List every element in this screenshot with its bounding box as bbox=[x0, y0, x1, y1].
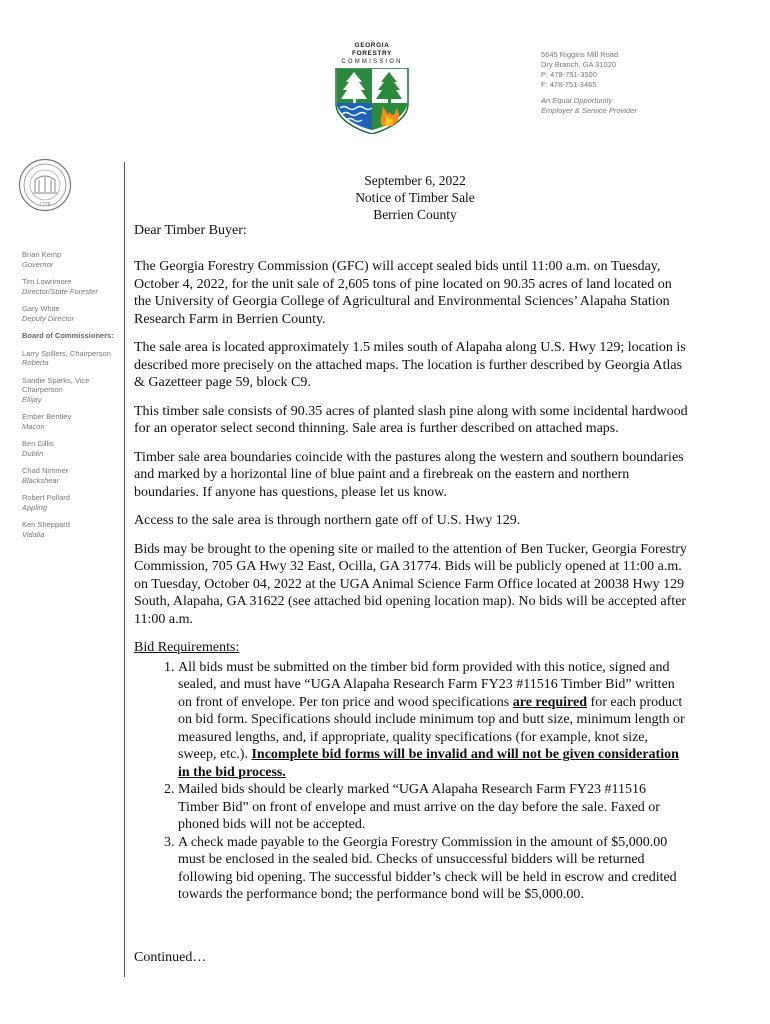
paragraph-access: Access to the sale area is through northern gate off of U.S. Hwy 129. bbox=[134, 513, 521, 528]
logo-subtitle: COMMISSION bbox=[341, 59, 403, 65]
commissioner-entry bbox=[22, 412, 122, 431]
commissioner-entry bbox=[22, 376, 122, 405]
seal-year: 1776 bbox=[39, 202, 51, 208]
commissioner-place: Macon bbox=[22, 421, 45, 431]
address-block bbox=[541, 50, 618, 90]
continued-note: Continued… bbox=[134, 950, 207, 965]
paragraph-description: This timber sale consists of 90.35 acres of planted slash pine along with some incidental hardwood for an operator select second thinning. Sale area is further described on attached maps. bbox=[134, 403, 688, 436]
official-name: Tim Lowrimore bbox=[22, 277, 72, 286]
commissioner-name: Robert Pollard bbox=[22, 493, 70, 502]
bid-requirements-list bbox=[134, 659, 688, 904]
commissioner-place: Roberta bbox=[22, 358, 49, 367]
commissioner-name: Ken Sheppard bbox=[22, 520, 70, 529]
letter-county: Berrien County bbox=[373, 207, 457, 222]
requirement-item: 2. Mailed bids should be clearly marked “UGA Alapaha Research Farm FY23 #11516 Timber Bid” on front of envelope and must arrive on the day before the sale. Faxed or phoned bids will not be accepted. bbox=[178, 781, 688, 834]
sidebar-divider bbox=[124, 162, 125, 977]
commissioner-place: Ellijay bbox=[22, 394, 42, 404]
board-heading: Board of Commissioners: bbox=[22, 331, 114, 340]
commissioner-entry bbox=[22, 466, 122, 485]
commissioner-name: Chad Nimmer bbox=[22, 466, 69, 475]
letter-date: September 6, 2022 bbox=[364, 173, 466, 188]
requirement-text: All bids must be submitted on the timber bid form provided with this notice, signed and sealed, and must have “UGA Alapaha Research Farm FY23 #11516 Timber Bid” written on front of envelope. Per ton price and wood specifications bbox=[178, 659, 675, 710]
commissioner-name: Sandie Sparks, Vice Chairperson bbox=[22, 375, 90, 394]
requirement-warning: Incomplete bid forms will be invalid and will not be given consideration in the bid process. bbox=[178, 747, 679, 780]
gfc-logo bbox=[334, 42, 410, 139]
eoe-line-2: Employer & Service Provider bbox=[541, 106, 637, 115]
commissioner-name: Larry Spillers, Chairperson bbox=[22, 348, 111, 358]
logo-title: GEORGIA FORESTRY bbox=[352, 42, 392, 57]
commissioner-entry bbox=[22, 439, 122, 458]
official-deputy bbox=[22, 304, 122, 323]
requirement-text: for each product on bid form. Specifications should include minimum top and butt size, minimum length or measured lengths, and, if appropriate, quality specifications (for example, knot size, sweep, etc.). bbox=[178, 694, 685, 762]
paragraph-location: The sale area is located approximately 1.5 miles south of Alapaha along U.S. Hwy 129; location is described more precisely on the attached maps. The location is further described by Georgia Atlas & Gazetteer page 59, block C9. bbox=[134, 340, 686, 390]
eoe-line-1: An Equal Opportunity bbox=[541, 96, 613, 105]
commissioner-name: Ben Gillis bbox=[22, 439, 54, 448]
commissioner-place: Dublin bbox=[22, 448, 44, 458]
paragraph-intro: The Georgia Forestry Commission (GFC) will accept sealed bids until 11:00 a.m. on Tuesday, October 4, 2022, for the unit sale of 2,605 tons of pine located on 90.35 acres of land located on the University of Georgia College of Agricultural and Environmental Sciences’ Alapaha Station Research Farm in Berrien County. bbox=[134, 259, 672, 327]
bid-requirements-heading: Bid Requirements: bbox=[134, 640, 240, 655]
equal-opportunity-note bbox=[541, 96, 637, 116]
official-director bbox=[22, 277, 122, 296]
logo-shield-icon bbox=[334, 68, 410, 134]
commissioner-place: Appling bbox=[22, 502, 48, 512]
letter-body bbox=[134, 258, 688, 904]
commissioner-entry bbox=[22, 349, 122, 368]
paragraph-boundaries: Timber sale area boundaries coincide with the pastures along the western and southern boundaries and marked by a horizontal line of blue paint and a firebreak on the eastern and northern boundaries. If anyone has questions, please let us know. bbox=[134, 449, 684, 500]
address-city: Dry Branch, GA 31020 bbox=[541, 60, 617, 69]
official-role: Director/State Forester bbox=[22, 286, 98, 296]
commissioner-place: Blackshear bbox=[22, 475, 60, 485]
requirement-emphasis: are required bbox=[512, 694, 588, 710]
official-role: Deputy Director bbox=[22, 313, 75, 323]
official-role: Governor bbox=[22, 259, 54, 269]
official-name: Gary White bbox=[22, 304, 60, 313]
address-fax: F: 478-751-3465 bbox=[541, 80, 597, 89]
commissioner-entry bbox=[22, 520, 122, 539]
address-phone: P: 478-751-3500 bbox=[541, 70, 597, 79]
commissioner-place: Vidalia bbox=[22, 529, 45, 539]
official-name: Brian Kemp bbox=[22, 250, 62, 259]
address-street: 5645 Riggins Mill Road bbox=[541, 50, 619, 59]
sidebar-officials bbox=[22, 250, 122, 547]
paragraph-bid-submission: Bids may be brought to the opening site or mailed to the attention of Ben Tucker, Georgia Forestry Commission, 705 GA Hwy 32 East, Ocilla, GA 31774. Bids will be publicly opened at 11:00 a.m. on Tuesday, October 04, 2022 at the UGA Animal Science Farm Office located at 20038 Hwy 129 South, Alapaha, GA 31622 (see attached bid opening location map). No bids will be accepted after 11:00 a.m. bbox=[134, 541, 687, 627]
letter-title: Notice of Timber Sale bbox=[355, 190, 475, 205]
official-governor bbox=[22, 250, 122, 269]
georgia-state-seal-icon bbox=[18, 158, 72, 212]
commissioner-entry bbox=[22, 493, 122, 512]
salutation: Dear Timber Buyer: bbox=[134, 223, 247, 238]
commissioner-name: Ember Bentley bbox=[22, 412, 72, 421]
requirement-item: 3. A check made payable to the Georgia Forestry Commission in the amount of $5,000.00 must be enclosed in the sealed bid. Checks of unsuccessful bidders will be returned following bid opening. The successful bidder’s check will be held in escrow and credited towards the performance bond; the performance bond will be $5,000.00. bbox=[178, 834, 688, 904]
requirement-item bbox=[178, 659, 688, 782]
letter-header bbox=[300, 172, 530, 223]
